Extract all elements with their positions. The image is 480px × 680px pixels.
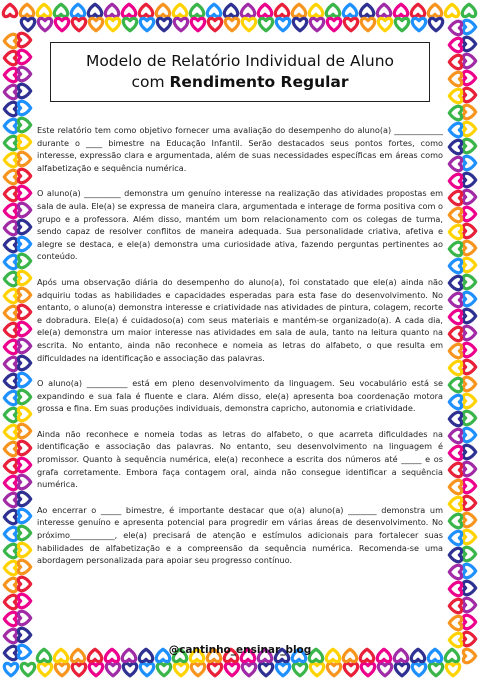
border-heart	[327, 18, 340, 30]
border-heart	[18, 628, 30, 641]
border-heart	[449, 616, 461, 629]
border-heart	[4, 578, 16, 591]
border-heart	[310, 18, 323, 30]
border-heart	[105, 4, 118, 16]
border-heart	[4, 561, 16, 574]
border-heart	[4, 204, 16, 217]
border-heart	[463, 479, 475, 492]
border-heart	[463, 207, 475, 220]
border-heart	[463, 139, 475, 152]
border-heart	[449, 344, 461, 357]
border-heart	[449, 123, 461, 136]
border-heart	[4, 459, 16, 472]
border-heart	[18, 577, 30, 590]
border-heart	[4, 357, 16, 370]
border-heart	[4, 68, 16, 81]
border-heart	[4, 544, 16, 557]
paragraph-intro: Este relatório tem como objetivo fornecer uma avaliação do desempenho do aluno(a) ____________ durante o ____ bimestre na Educação Infantil. Serão destacados seus pontos fortes, como interesse, expressão clara e argumentada, além de suas necessidades específicas em áreas como alfabetização e sequência numérica.	[37, 125, 443, 173]
border-heart	[449, 395, 461, 408]
border-heart	[449, 463, 461, 476]
border-heart	[463, 54, 475, 67]
border-heart	[463, 156, 475, 169]
title-box	[50, 42, 430, 102]
border-heart	[89, 663, 102, 675]
border-heart	[21, 663, 34, 675]
border-heart	[18, 407, 30, 420]
border-heart	[449, 55, 461, 68]
border-heart	[106, 663, 119, 675]
border-heart	[449, 276, 461, 289]
border-heart	[4, 187, 16, 200]
border-heart	[72, 18, 85, 30]
border-heart	[208, 18, 221, 30]
border-heart	[241, 4, 254, 16]
border-heart	[122, 4, 135, 16]
border-heart	[449, 582, 461, 595]
border-heart	[208, 663, 221, 675]
border-heart	[18, 305, 30, 318]
border-heart	[463, 530, 475, 543]
paragraph-language: O aluno(a) __________ está em pleno desenvolvimento da linguagem. Seu vocabulário está se expandindo e sua fala é fluente e clara. Além disso, ele(a) apresenta boa coordenação motora grossa e fina. Em suas produções individuais, demonstra capricho, autonomia e criatividade.	[37, 378, 443, 414]
border-heart	[4, 51, 16, 64]
border-heart	[449, 225, 461, 238]
border-heart	[4, 629, 16, 642]
border-heart	[224, 4, 237, 16]
border-heart	[463, 462, 475, 475]
border-heart	[463, 37, 475, 50]
border-heart	[38, 663, 51, 675]
border-heart	[173, 4, 186, 16]
border-heart	[463, 513, 475, 526]
border-heart	[449, 157, 461, 170]
border-heart	[18, 169, 30, 182]
border-heart	[4, 272, 16, 285]
border-heart	[18, 50, 30, 63]
border-heart	[449, 259, 461, 272]
border-heart	[157, 18, 170, 30]
border-heart	[18, 594, 30, 607]
border-heart	[4, 306, 16, 319]
border-heart	[4, 255, 16, 268]
border-heart	[258, 4, 271, 16]
border-heart	[463, 122, 475, 135]
border-heart	[140, 18, 153, 30]
paragraph-alphabet: Ainda não reconhece e nomeia todas as letras do alfabeto, o que acarreta dificuldades na identificação e associação das palavras. No entanto, seu desenvolvimento na linguagem é promissor. Quanto à sequência numérica, ele(a) reconhece a escrita dos números até _____ e os grafa corretamente. Embora faça contagem oral, ainda não consegue identificar a sequência numérica.	[37, 428, 443, 490]
border-heart	[4, 85, 16, 98]
border-heart	[4, 408, 16, 421]
border-heart	[55, 663, 68, 675]
border-heart	[18, 458, 30, 471]
border-heart	[18, 543, 30, 556]
border-heart	[275, 4, 288, 16]
border-heart	[18, 560, 30, 573]
border-heart	[259, 663, 272, 675]
border-heart	[449, 140, 461, 153]
border-heart	[378, 18, 391, 30]
border-heart	[4, 238, 16, 251]
border-heart	[463, 547, 475, 560]
border-heart	[429, 663, 442, 675]
border-heart	[18, 339, 30, 352]
border-heart	[18, 441, 30, 454]
border-heart	[18, 356, 30, 369]
border-heart	[449, 38, 461, 51]
border-heart	[463, 224, 475, 237]
border-heart	[4, 476, 16, 489]
border-heart	[449, 548, 461, 561]
border-heart	[463, 326, 475, 339]
border-heart	[463, 445, 475, 458]
border-heart	[360, 4, 373, 16]
border-heart	[4, 493, 16, 506]
border-heart	[18, 322, 30, 335]
border-heart	[20, 4, 33, 16]
border-heart	[4, 289, 16, 302]
border-heart	[394, 4, 407, 16]
border-heart	[463, 309, 475, 322]
border-heart	[18, 288, 30, 301]
title-bold: Rendimento Regular	[169, 73, 349, 91]
border-heart	[139, 4, 152, 16]
border-heart	[106, 18, 119, 30]
border-heart	[18, 84, 30, 97]
border-heart	[18, 390, 30, 403]
border-heart	[344, 663, 357, 675]
border-heart	[140, 663, 153, 675]
border-heart	[449, 106, 461, 119]
footer-handle: @cantinho_ensinar_blog	[168, 644, 312, 656]
border-heart	[463, 71, 475, 84]
border-heart	[449, 378, 461, 391]
border-heart	[463, 411, 475, 424]
border-heart	[463, 394, 475, 407]
border-heart	[54, 4, 67, 16]
border-heart	[463, 496, 475, 509]
border-heart	[157, 663, 170, 675]
border-heart	[259, 18, 272, 30]
border-heart	[449, 72, 461, 85]
border-heart	[449, 327, 461, 340]
border-heart	[463, 190, 475, 203]
border-heart	[191, 18, 204, 30]
border-heart	[449, 361, 461, 374]
border-heart	[445, 4, 458, 16]
border-heart	[156, 4, 169, 16]
border-heart	[4, 510, 16, 523]
paragraph-interest: O aluno(a) _________ demonstra um genuíno interesse na realização das atividades propostas em sala de aula. Ele(a) se expressa de maneira clara, argumentada e interage de forma positiva com o grupo e a professora. Além disso, mantém um bom relacionamento com os colegas de turma, sendo capaz de resolver conflitos de maneira adequada. Sua personalidade criativa, afetiva e alegre se destaca, e ele(a) demonstra uma curiosidade ativa, fazendo perguntas pertinentes ao conteúdo.	[37, 188, 443, 262]
border-heart	[292, 4, 305, 16]
border-heart	[4, 527, 16, 540]
border-heart	[463, 241, 475, 254]
border-heart	[18, 373, 30, 386]
border-heart	[18, 118, 30, 131]
border-heart	[276, 663, 289, 675]
border-heart	[463, 581, 475, 594]
border-heart	[309, 4, 322, 16]
border-heart	[71, 4, 84, 16]
border-heart	[429, 18, 442, 30]
border-heart	[463, 275, 475, 288]
border-heart	[37, 4, 50, 16]
border-heart	[207, 4, 220, 16]
border-heart	[18, 186, 30, 199]
border-heart	[38, 18, 51, 30]
border-heart	[18, 203, 30, 216]
border-heart	[293, 663, 306, 675]
border-heart	[18, 237, 30, 250]
border-heart	[4, 374, 16, 387]
border-heart	[395, 18, 408, 30]
border-heart	[18, 152, 30, 165]
border-heart	[191, 663, 204, 675]
border-heart	[123, 663, 136, 675]
border-heart	[463, 564, 475, 577]
border-heart	[463, 20, 475, 33]
border-heart	[4, 153, 16, 166]
border-heart	[174, 663, 187, 675]
report-body	[37, 124, 443, 580]
title-line-2	[131, 72, 348, 93]
border-heart	[18, 271, 30, 284]
border-heart	[4, 323, 16, 336]
border-heart	[18, 509, 30, 522]
border-heart	[411, 4, 424, 16]
border-heart	[242, 18, 255, 30]
border-heart	[446, 663, 459, 675]
border-heart	[449, 565, 461, 578]
border-heart	[449, 412, 461, 425]
border-heart	[4, 425, 16, 438]
border-heart	[361, 18, 374, 30]
border-heart	[225, 18, 238, 30]
border-heart	[18, 33, 30, 46]
border-heart	[412, 663, 425, 675]
border-heart	[4, 442, 16, 455]
border-heart	[4, 391, 16, 404]
border-heart	[463, 428, 475, 441]
border-heart	[463, 598, 475, 611]
border-heart	[449, 89, 461, 102]
border-heart	[4, 612, 16, 625]
border-heart	[449, 531, 461, 544]
border-heart	[293, 18, 306, 30]
border-heart	[463, 88, 475, 101]
border-heart	[428, 4, 441, 16]
border-heart	[449, 293, 461, 306]
border-heart	[344, 18, 357, 30]
border-heart	[18, 101, 30, 114]
border-heart	[18, 67, 30, 80]
border-heart	[412, 18, 425, 30]
border-heart	[4, 170, 16, 183]
border-heart	[72, 663, 85, 675]
border-heart	[463, 258, 475, 271]
border-heart	[225, 663, 238, 675]
border-heart	[463, 360, 475, 373]
border-heart	[449, 497, 461, 510]
border-heart	[18, 135, 30, 148]
border-heart	[18, 611, 30, 624]
border-heart	[4, 595, 16, 608]
border-heart	[449, 429, 461, 442]
border-heart	[343, 4, 356, 16]
border-heart	[88, 4, 101, 16]
border-heart	[18, 526, 30, 539]
border-heart	[310, 663, 323, 675]
border-heart	[326, 4, 339, 16]
border-heart	[449, 208, 461, 221]
border-heart	[18, 492, 30, 505]
paragraph-observation: Após uma observação diária do desempenho do aluno(a), foi constatado que ele(a) ainda não adquiriu todas as habilidades e capacidades esperadas para esta fase do desenvolvimento. No entanto, o aluno(a) demonstra interesse e criatividade nas atividades de pintura, colagem, recorte e dobradura. Ele(a) é cuidadoso(a) com seus materiais e mantém-se organizado(a). A cada dia, ele(a) demonstra um maior interesse nas atividades em sala de aula, tanto na leitura quanto na escrita. No entanto, ainda não reconhece e nomeia as letras do alfabeto, o que resulta em dificuldades na identificação e associação das palavras.	[37, 276, 443, 363]
border-heart	[449, 191, 461, 204]
border-heart	[377, 4, 390, 16]
border-heart	[4, 221, 16, 234]
border-heart	[449, 480, 461, 493]
border-heart	[276, 18, 289, 30]
border-heart	[4, 663, 17, 675]
border-heart	[174, 18, 187, 30]
border-heart	[55, 18, 68, 30]
border-heart	[18, 220, 30, 233]
border-heart	[361, 663, 374, 675]
border-heart	[378, 663, 391, 675]
border-heart	[327, 663, 340, 675]
border-heart	[463, 377, 475, 390]
border-heart	[449, 514, 461, 527]
border-heart	[449, 446, 461, 459]
border-heart	[463, 173, 475, 186]
border-heart	[4, 136, 16, 149]
border-heart	[21, 18, 34, 30]
border-heart	[4, 119, 16, 132]
border-heart	[3, 4, 16, 16]
border-heart	[18, 475, 30, 488]
border-heart	[449, 242, 461, 255]
border-heart	[4, 102, 16, 115]
border-heart	[463, 343, 475, 356]
border-heart	[463, 105, 475, 118]
title-prefix: com	[131, 73, 170, 91]
border-heart	[395, 663, 408, 675]
border-heart	[449, 310, 461, 323]
border-heart	[449, 21, 461, 34]
border-heart	[242, 663, 255, 675]
border-heart	[449, 599, 461, 612]
border-heart	[123, 18, 136, 30]
paragraph-conclusion: Ao encerrar o _____ bimestre, é importante destacar que o(a) aluno(a) _______ demonstra um interesse genuíno e apresenta potencial para progredir em várias áreas de desenvolvimento. No próximo___________, ele(a) precisará de atenção e estímulos adicionais para fortalecer suas habilidades de alfabetização e a compreensão da sequência numérica. Recomenda-se uma abordagem personalizada para apoiar seu progresso contínuo.	[37, 504, 443, 566]
border-heart	[18, 254, 30, 267]
border-heart	[190, 4, 203, 16]
border-heart	[449, 174, 461, 187]
title-line-1: Modelo de Relatório Individual de Aluno	[85, 52, 395, 70]
border-heart	[18, 424, 30, 437]
border-heart	[463, 292, 475, 305]
border-heart	[462, 4, 475, 16]
border-heart	[4, 340, 16, 353]
border-heart	[463, 615, 475, 628]
border-heart	[4, 34, 16, 47]
border-heart	[89, 18, 102, 30]
